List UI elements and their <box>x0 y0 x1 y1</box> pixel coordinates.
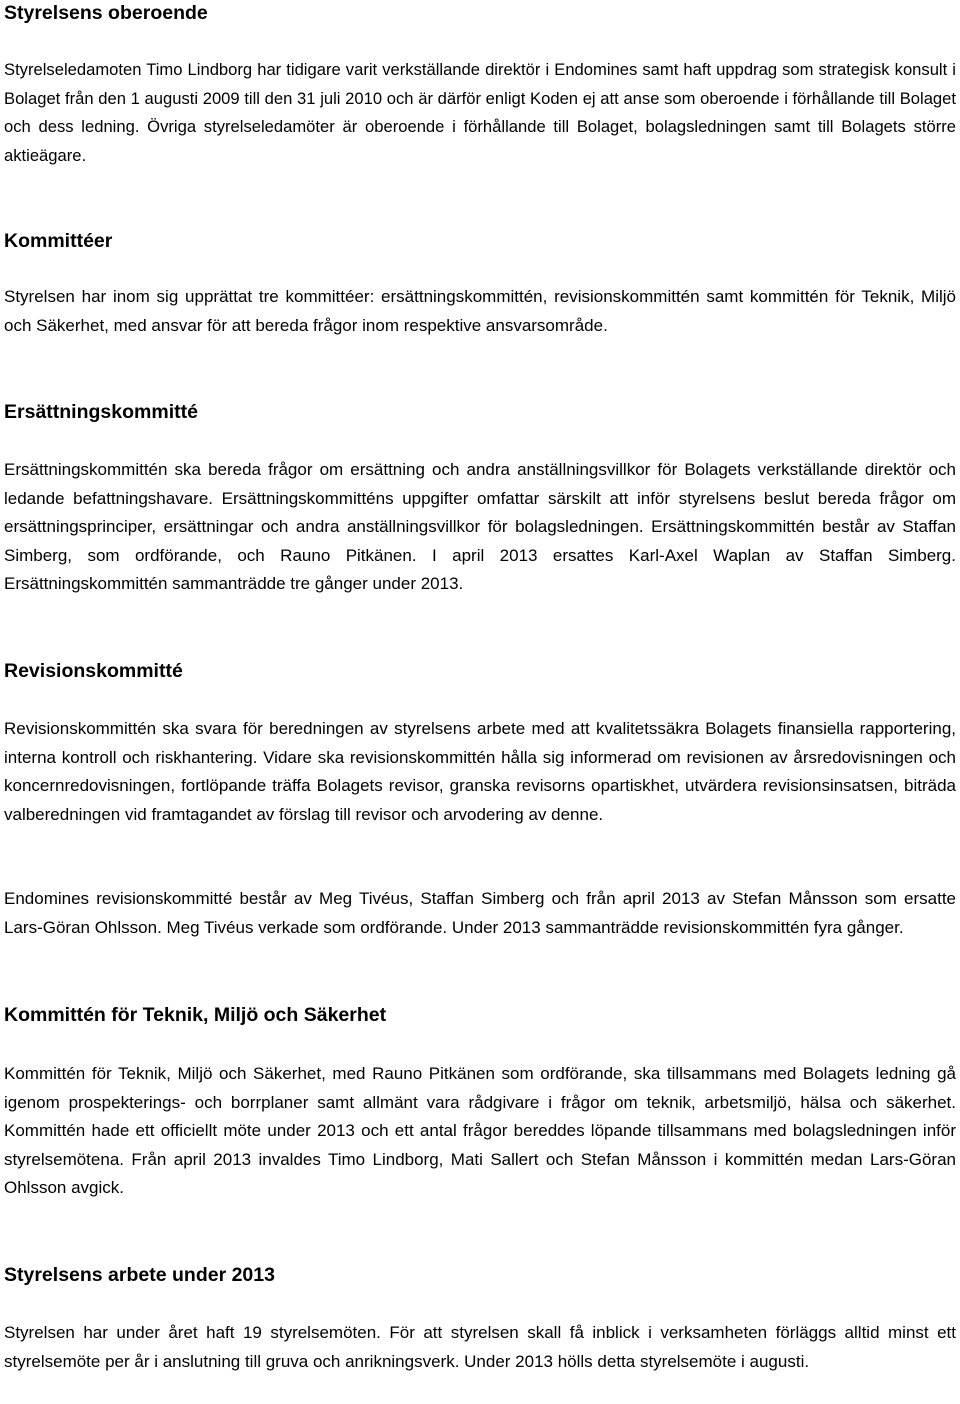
paragraph-revisionskommitte-2: Endomines revisionskommitté består av Meg Tivéus, Staffan Simberg och från april 2013 av Stefan Månsson som ersatte Lars-Göran Ohlsson. Meg Tivéus verkade som ordförande. Under 2013 sammanträdde revisionskommittén fyra gånger. <box>4 889 956 937</box>
paragraph-revisionskommitte-1: Revisionskommittén ska svara för beredningen av styrelsens arbete med att kvalitetssäkra Bolagets finansiella rapportering, interna kontroll och riskhantering. Vidare ska revisionskommittén hålla sig informerad om revisionen av årsredovisningen och koncernredovisningen, fortlöpande träffa Bolagets revisor, granska revisorns opartiskhet, utvärdera revisionsinsatsen, biträda valberedningen vid framtagandet av förslag till revisor och arvodering av denne. <box>4 719 956 824</box>
section-heading-styrelsens-oberoende: Styrelsens oberoende <box>4 2 208 24</box>
paragraph-styrelsens-oberoende: Styrelseledamoten Timo Lindborg har tidigare varit verkställande direktör i Endomines samt haft uppdrag som strategisk konsult i Bolaget från den 1 augusti 2009 till den 31 juli 2010 och är därför enligt Koden ej att anse som oberoende i förhållande till Bolaget och dess ledning. Övriga styrelseledamöter är oberoende i förhållande till Bolaget, bolagsledningen samt till Bolagets större aktieägare. <box>4 60 956 165</box>
section-heading-ersattningskommitte: Ersättningskommitté <box>4 401 198 423</box>
section-heading-kommitten-teknik-miljo-sakerhet: Kommittén för Teknik, Miljö och Säkerhet <box>4 1004 387 1026</box>
paragraph-styrelsens-arbete: Styrelsen har under året haft 19 styrelsemöten. För att styrelsen skall få inblick i verksamheten förläggs alltid minst ett styrelsemöte per år i anslutning till gruva och anrikningsverk. Under 2013 hölls detta styrelsemöte i augusti. <box>4 1323 956 1371</box>
section-heading-revisionskommitte: Revisionskommitté <box>4 660 183 682</box>
paragraph-kommitteer: Styrelsen har inom sig upprättat tre kommittéer: ersättningskommittén, revisionskommittén samt kommittén för Teknik, Miljö och Säkerhet, med ansvar för att bereda frågor inom respektive ansvarsområde. <box>4 287 956 335</box>
section-heading-styrelsens-arbete: Styrelsens arbete under 2013 <box>4 1264 275 1286</box>
section-heading-kommitteer: Kommittéer <box>4 230 113 252</box>
paragraph-kommitten-teknik-miljo-sakerhet: Kommittén för Teknik, Miljö och Säkerhet, med Rauno Pitkänen som ordförande, ska tillsammans med Bolagets ledning gå igenom prospekterings- och borrplaner samt allmänt vara rådgivare i frågor om teknik, arbetsmiljö, hälsa och säkerhet. Kommittén hade ett officiellt möte under 2013 och ett antal frågor bereddes löpande tillsammans med bolagsledningen inför styrelsemötena. Från april 2013 invaldes Timo Lindborg, Mati Sallert och Stefan Månsson i kommittén medan Lars-Göran Ohlsson avgick. <box>4 1064 956 1198</box>
paragraph-ersattningskommitte: Ersättningskommittén ska bereda frågor om ersättning och andra anställningsvillkor för Bolagets verkställande direktör och ledande befattningshavare. Ersättningskommitténs uppgifter omfattar särskilt att inför styrelsens beslut bereda frågor om ersättningsprinciper, ersättningar och andra anställningsvillkor för bolagsledningen. Ersättningskommittén består av Staffan Simberg, som ordförande, och Rauno Pitkänen. I april 2013 ersattes Karl-Axel Waplan av Staffan Simberg. Ersättningskommittén sammanträdde tre gånger under 2013. <box>4 460 956 594</box>
